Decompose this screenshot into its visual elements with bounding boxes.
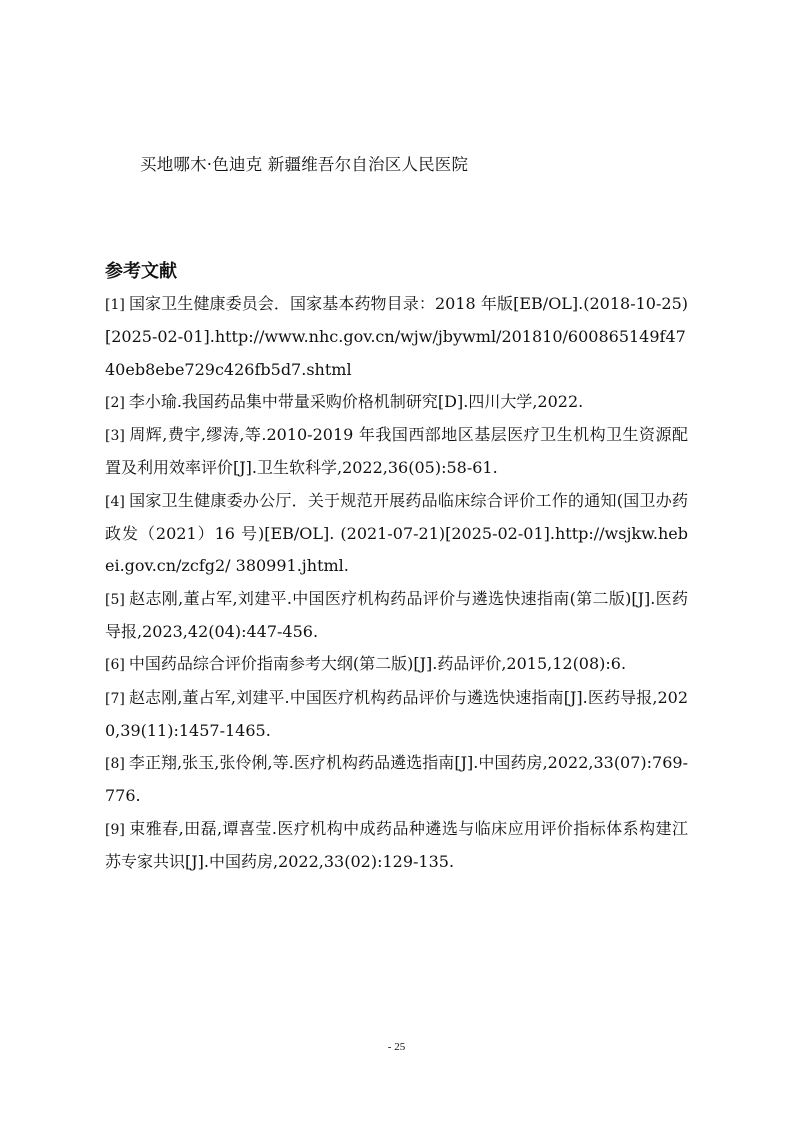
reference-item <box>105 583 688 649</box>
reference-item <box>105 419 688 485</box>
page-number: - 25 <box>387 1041 406 1053</box>
reference-number: [9] <box>105 821 125 838</box>
reference-text: 束雅春,田磊,谭喜莹.医疗机构中成药品种遴选与临床应用评价指标体系构建江苏专家共识[J].中国药房,2022,33(02):129-135. <box>105 818 688 872</box>
reference-text: 赵志刚,董占军,刘建平.中国医疗机构药品评价与遴选快速指南[J].医药导报,2020,39(11):1457-1465. <box>105 687 688 740</box>
reference-text: 周辉,费宇,缪涛,等.2010-2019 年我国西部地区基层医疗卫生机构卫生资源配置及利用效率评价[J].卫生软科学,2022,36(05):58-61. <box>105 425 688 478</box>
reference-number: [2] <box>105 394 125 411</box>
reference-number: [3] <box>105 428 125 445</box>
reference-text: 国家卫生健康委员会．国家基本药物目录：2018 年版[EB/OL].(2018-10-25)[2025-02-01].http://www.nhc.gov.cn/wjw/jbywml/201810/600865149f4740eb8ebe729c426fb5d7.shtml <box>105 294 688 379</box>
reference-text: 赵志刚,董占军,刘建平.中国医疗机构药品评价与遴选快速指南(第二版)[J].医药导报,2023,42(04):447-456. <box>105 588 688 641</box>
reference-item <box>105 747 688 813</box>
reference-item <box>105 682 688 748</box>
reference-text: 李小瑜.我国药品集中带量采购价格机制研究[D].四川大学,2022. <box>128 391 584 411</box>
reference-number: [6] <box>105 657 125 674</box>
reference-text: 国家卫生健康委办公厅．关于规范开展药品临床综合评价工作的通知(国卫办药政发（2021）16 号)[EB/OL]. (2021-07-21)[2025-02-01].http://wsjkw.hebei.gov.cn/zcfg2/ 380991.jhtml. <box>105 490 688 576</box>
reference-number: [7] <box>105 690 125 707</box>
reference-text: 李正翔,张玉,张伶俐,等.医疗机构药品遴选指南[J].中国药房,2022,33(07):769-776. <box>105 753 688 806</box>
reference-item <box>105 485 688 583</box>
references-heading: 参考文献 <box>105 261 177 282</box>
reference-item <box>105 648 688 681</box>
reference-item <box>105 813 688 879</box>
reference-number: [8] <box>105 756 125 773</box>
reference-number: [5] <box>105 591 125 608</box>
author-affiliation: 买地哪木·色迪克 新疆维吾尔自治区人民医院 <box>140 155 469 174</box>
reference-item <box>105 386 688 419</box>
reference-list <box>105 288 688 878</box>
reference-number: [1] <box>105 297 125 313</box>
reference-item <box>105 288 688 386</box>
reference-number: [4] <box>105 493 125 510</box>
reference-text: 中国药品综合评价指南参考大纲(第二版)[J].药品评价,2015,12(08):6. <box>128 654 627 674</box>
